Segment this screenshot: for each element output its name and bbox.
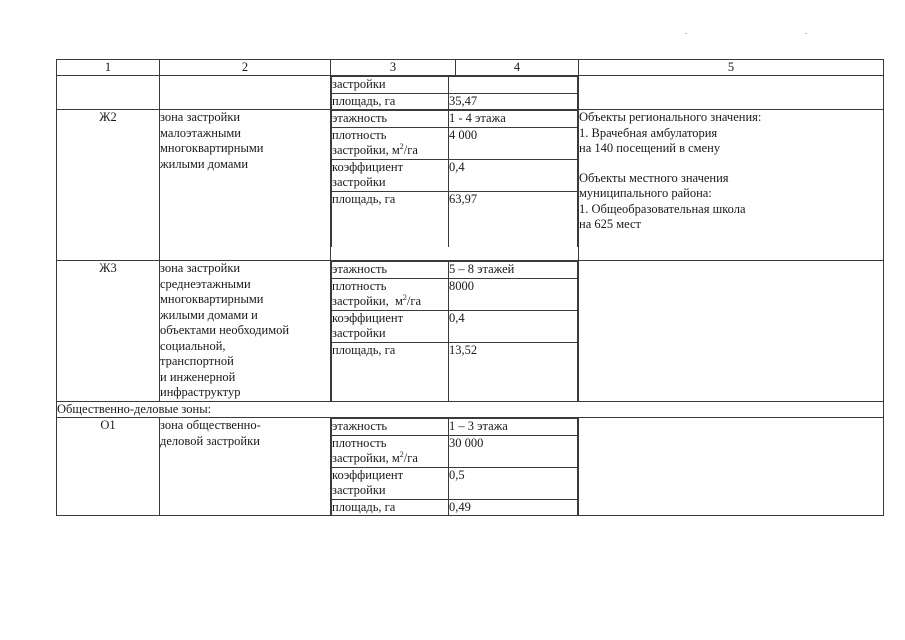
param-value: 30 000 [449, 435, 578, 467]
objects-item: на 140 посещений в смену [579, 141, 721, 155]
name-cell [160, 76, 331, 110]
zone-name-line: и инженерной [160, 369, 236, 384]
param-row [332, 159, 578, 191]
param-label: застройки [332, 77, 449, 94]
param-row [332, 278, 578, 310]
param-row [332, 435, 578, 467]
scan-speck [685, 33, 687, 34]
param-value: 1 - 4 этажа [449, 111, 578, 128]
param-label: площадь, га [332, 191, 449, 247]
param-label: этажность [332, 262, 449, 279]
header-cell: 1 [57, 60, 160, 76]
zone-name-line: малоэтажными [160, 125, 241, 140]
code-cell [57, 76, 160, 110]
header-cell: 3 [331, 60, 456, 76]
zone-name-line: жилыми домами [160, 156, 249, 171]
param-value: 5 – 8 этажей [449, 262, 578, 279]
scan-speck [805, 33, 807, 34]
param-value: 0,4 [449, 159, 578, 191]
params-table [331, 418, 578, 515]
param-row [332, 419, 578, 436]
param-label-line: застройки, $м^2/га$ [332, 449, 418, 465]
params-table [331, 261, 578, 401]
param-label [332, 278, 449, 310]
zone-row-zh2 [57, 110, 884, 261]
param-row [332, 191, 578, 247]
param-row [332, 111, 578, 128]
param-label: площадь, га [332, 93, 449, 109]
zone-name-line: инфраструктур [160, 385, 241, 399]
zone-name-line: зона застройки [160, 110, 241, 124]
param-row [332, 77, 578, 94]
zone-code: Ж3 [57, 261, 160, 402]
param-label-line: застройки [332, 326, 386, 340]
param-row [332, 310, 578, 342]
objects-cell [579, 261, 884, 402]
objects-cell [579, 418, 884, 516]
param-label-line: плотность [332, 435, 387, 450]
objects-title: Объекты регионального значения: [579, 110, 762, 124]
continuation-row [57, 76, 884, 110]
param-label-line: застройки [332, 483, 386, 497]
zone-name-line: зона застройки [160, 261, 241, 275]
zone-row-o1 [57, 418, 884, 516]
param-label-line: коэффициент [332, 159, 404, 174]
zone-code: О1 [57, 418, 160, 516]
param-row [332, 127, 578, 159]
objects-title: Объекты местного значения [579, 170, 729, 185]
param-row [332, 499, 578, 515]
objects-item: на 625 мест [579, 217, 642, 231]
objects-cell [579, 110, 884, 261]
zone-name-line: зона общественно- [160, 418, 261, 432]
param-value: 0,4 [449, 310, 578, 342]
zone-name-line: жилыми домами и [160, 307, 258, 322]
params-table [331, 76, 578, 109]
header-cell: 5 [579, 60, 884, 76]
param-label: площадь, га [332, 342, 449, 401]
zones-table [56, 59, 884, 516]
params-cell [331, 261, 579, 402]
zone-name-line: многоквартирными [160, 141, 264, 155]
param-value: 4 000 [449, 127, 578, 159]
param-label [332, 467, 449, 499]
param-value: 63,97 [449, 191, 578, 247]
param-label-line: коэффициент [332, 467, 404, 482]
zone-name [160, 418, 331, 516]
param-label [332, 127, 449, 159]
zone-name-line: многоквартирными [160, 292, 264, 306]
header-row [57, 60, 884, 76]
header-cell: 2 [160, 60, 331, 76]
params-table [331, 110, 578, 247]
param-value: 0,49 [449, 499, 578, 515]
param-label [332, 435, 449, 467]
zone-name [160, 261, 331, 402]
param-label-line: застройки [332, 175, 386, 189]
param-value: 8000 [449, 278, 578, 310]
param-label [332, 310, 449, 342]
param-value: 0,5 [449, 467, 578, 499]
param-row [332, 342, 578, 401]
objects-cell [579, 76, 884, 110]
zone-code: Ж2 [57, 110, 160, 261]
param-row [332, 93, 578, 109]
zone-name-line: среднеэтажными [160, 276, 251, 291]
zone-name-line: деловой застройки [160, 433, 260, 448]
params-cell [331, 76, 579, 110]
param-row [332, 262, 578, 279]
section-title: Общественно-деловые зоны: [57, 401, 884, 418]
param-value [449, 77, 578, 94]
zone-name-line: транспортной [160, 354, 234, 368]
param-label: этажность [332, 419, 449, 436]
objects-title: муниципального района: [579, 186, 712, 200]
param-label-line: застройки, $м^2/га$ [332, 292, 422, 308]
param-label-line: коэффициент [332, 310, 404, 325]
param-value: 35,47 [449, 93, 578, 109]
zone-name-line: социальной, [160, 338, 226, 353]
param-value: 1 – 3 этажа [449, 419, 578, 436]
param-label-line: застройки, $м^2/га$ [332, 141, 418, 157]
objects-item: 1. Общеобразовательная школа [579, 201, 746, 216]
param-label: площадь, га [332, 499, 449, 515]
param-value: 13,52 [449, 342, 578, 401]
objects-item: 1. Врачебная амбулатория [579, 125, 718, 140]
header-cell: 4 [456, 60, 579, 76]
param-label-line: плотность [332, 127, 387, 142]
zone-name [160, 110, 331, 261]
param-label [332, 159, 449, 191]
param-row [332, 467, 578, 499]
params-cell [331, 418, 579, 516]
param-label-line: плотность [332, 278, 387, 293]
zone-row-zh3 [57, 261, 884, 402]
zone-name-line: объектами необходимой [160, 323, 290, 337]
param-label: этажность [332, 111, 449, 128]
section-row [57, 401, 884, 418]
params-cell [331, 110, 579, 261]
